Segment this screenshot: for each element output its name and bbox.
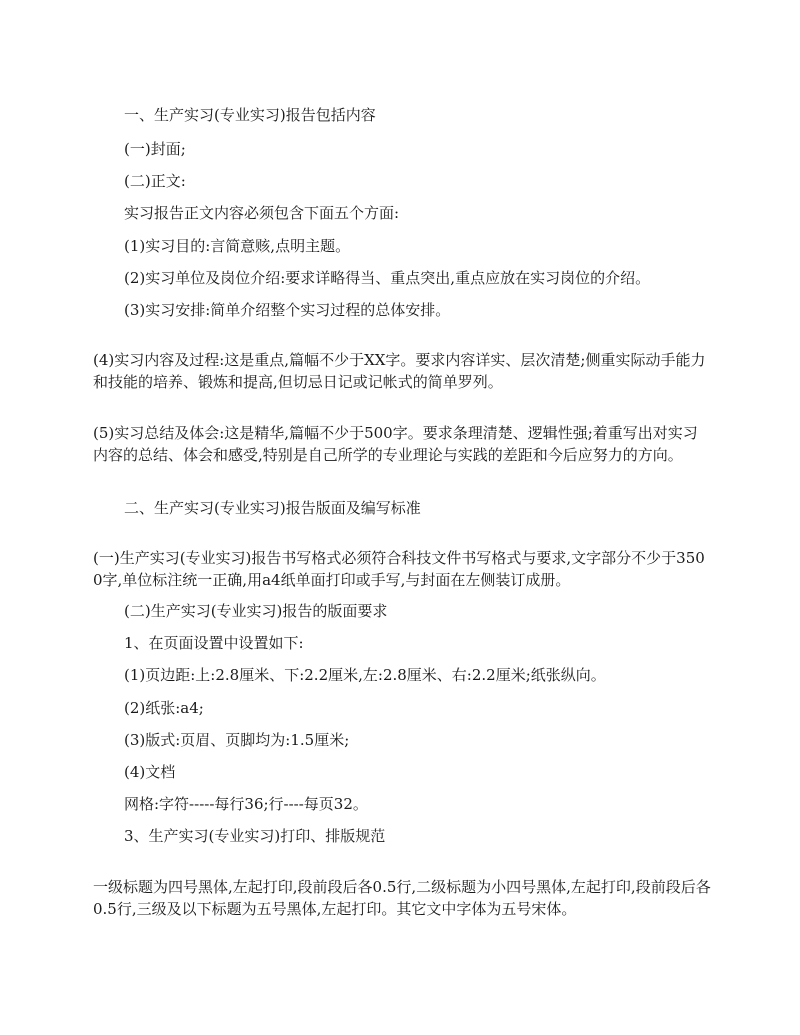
print-spec-heading: 3、生产实习(专业实习)打印、排版规范 — [124, 827, 386, 845]
point-5: (5)实习总结及体会:这是精华,篇幅不少于500字。要求条理清楚、逻辑性强;着重写出对实习内容的总结、体会和感受,特别是自己所学的专业理论与实践的差距和今后应努力的方向。 — [93, 424, 698, 464]
paper-size: (2)纸张:a4; — [124, 699, 204, 717]
point-1: (1)实习目的:言简意赅,点明主题。 — [124, 237, 351, 255]
section-heading-1: 一、生产实习(专业实习)报告包括内容 — [124, 106, 376, 124]
item-body: (二)正文: — [124, 172, 186, 190]
heading-font-rules: 一级标题为四号黑体,左起打印,段前段后各0.5行,二级标题为小四号黑体,左起打印,段前段后各0.5行,三级及以下标题为五号黑体,左起打印。其它文中字体为五号宋体。 — [93, 878, 711, 918]
point-3: (3)实习安排:简单介绍整个实习过程的总体安排。 — [124, 301, 451, 319]
section-heading-2: 二、生产实习(专业实习)报告版面及编写标准 — [124, 499, 421, 517]
point-4: (4)实习内容及过程:这是重点,篇幅不少于XX字。要求内容详实、层次清楚;侧重实际动手能力和技能的培养、锻炼和提高,但切忌日记或记帐式的简单罗列。 — [93, 351, 706, 391]
margins: (1)页边距:上:2.8厘米、下:2.2厘米,左:2.8厘米、右:2.2厘米;纸张纵向。 — [124, 666, 606, 684]
body-intro: 实习报告正文内容必须包含下面五个方面: — [124, 204, 400, 222]
point-2: (2)实习单位及岗位介绍:要求详略得当、重点突出,重点应放在实习岗位的介绍。 — [124, 269, 651, 287]
grid-detail: 网格:字符-----每行36;行----每页32。 — [124, 795, 368, 813]
layout-settings: (3)版式:页眉、页脚均为:1.5厘米; — [124, 731, 350, 749]
item-cover: (一)封面; — [124, 140, 186, 158]
format-requirement: (一)生产实习(专业实习)报告书写格式必须符合科技文件书写格式与要求,文字部分不少于3500字,单位标注统一正确,用a4纸单面打印或手写,与封面在左侧装订成册。 — [93, 549, 705, 589]
page-setup: 1、在页面设置中设置如下: — [124, 634, 304, 652]
layout-requirement: (二)生产实习(专业实习)报告的版面要求 — [124, 602, 388, 620]
document-grid: (4)文档 — [124, 763, 176, 781]
